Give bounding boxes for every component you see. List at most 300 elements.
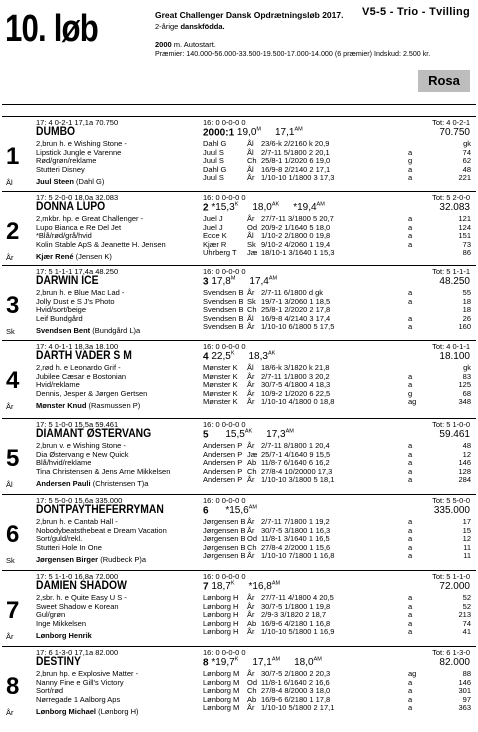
run-trainer: Mønster K	[203, 380, 238, 390]
odds-line	[203, 505, 257, 516]
run-start-type: g	[408, 388, 413, 398]
best-time: $18,3^{AK}$	[248, 351, 276, 363]
driver	[36, 252, 112, 261]
run-track: Od	[247, 677, 258, 687]
horse-info-line: Dia Østervang e New Quick	[36, 449, 129, 459]
horse-entry	[0, 646, 478, 720]
horse-info-line: 2,brun h. e Blue Mac Lad -	[36, 288, 125, 297]
prev-season-stats: 16: 0 0-0-0 0	[203, 572, 246, 581]
home-track: År	[6, 253, 14, 262]
run-odds: 97	[462, 694, 471, 704]
run-track: Ab	[247, 694, 257, 704]
run-odds: 48	[462, 164, 471, 174]
season-stats: 17: 5 1-0-0 15,5a 59.461	[36, 420, 119, 429]
odds-line	[203, 657, 322, 668]
run-start-type: a	[408, 694, 413, 704]
run-trainer: Juul S	[203, 147, 224, 157]
best-time: $17,4^{AM}$	[249, 276, 278, 288]
record-time: $18,7^K$	[211, 581, 235, 593]
run-details: 1/10-10 4/1800 0 18,8	[261, 397, 335, 407]
horse-info-line: Stutteri Disney	[36, 164, 85, 174]
horse-info-line: Nobodybeatsthebeat e Dream Vacation	[36, 525, 167, 535]
total-earnings: 32.083	[439, 202, 470, 213]
horse-name: DONTPAYTHEFERRYMAN	[36, 504, 164, 516]
run-details: 30/7-5 1/1800 1 19,8	[261, 601, 331, 611]
race-distance	[155, 40, 216, 49]
prev-season-stats: 16: 0 0-0-0 0	[203, 267, 246, 276]
season-stats: 17: 5 1-1-1 17,4a 48.250	[36, 267, 119, 276]
run-details: 11/8-1 6/1640 2 16,6	[261, 677, 330, 687]
run-details: 16/9-6 4/2180 1 16,8	[261, 618, 331, 628]
run-odds: 124	[458, 222, 471, 232]
run-track: År	[247, 669, 255, 678]
run-odds: 125	[458, 380, 471, 390]
run-start-type: a	[408, 466, 413, 476]
run-odds: 363	[458, 703, 471, 713]
run-trainer: Mønster K	[203, 388, 238, 398]
horse-info-line: 2,brun h. e Wishing Stone -	[36, 139, 127, 148]
driver-trainer: (Christensen T)a	[92, 478, 149, 488]
run-odds: gk	[463, 363, 471, 372]
run-trainer: Svendsen B	[203, 296, 244, 306]
horse-info-line: Dennis, Jesper & Jørgen Gertsen	[36, 388, 148, 398]
odds-line	[203, 202, 325, 213]
horse-name: DIAMANT ØSTERVANG	[36, 428, 152, 440]
run-trainer: Juel J	[203, 222, 223, 232]
run-details: 18/10-1 3/1640 1 15,3	[261, 248, 335, 258]
season-stats: 17: 4 0-2-1 17,1a 70.750	[36, 118, 119, 127]
season-stats: 17: 6 1-3-0 17,1a 82.000	[36, 648, 119, 657]
run-details: 27/8-4 2/2000 1 15,6	[261, 542, 331, 552]
run-start-type: a	[408, 677, 413, 687]
run-start-type: a	[408, 534, 413, 544]
total-stats: Tot: 4 0-1-1	[432, 342, 470, 351]
run-details: 18/6-k 3/1820 k 21,8	[261, 363, 330, 372]
run-trainer: Kjær R	[203, 239, 227, 249]
horse-info-line: Hvid/reklame	[36, 380, 80, 390]
horse-info-line: 2,mkbr. hp. e Great Challenger -	[36, 214, 144, 223]
run-track: År	[247, 525, 255, 535]
horse-info	[36, 364, 147, 398]
run-track: Od	[247, 222, 258, 232]
run-details: 1/10-2 2/1800 0 19,8	[261, 231, 331, 241]
prev-season-stats: 16: 0 0-0-0 0	[203, 648, 246, 657]
post-position: 4	[203, 351, 209, 363]
horse-divider	[2, 646, 476, 647]
run-odds: 301	[458, 686, 471, 696]
run-trainer: Andersen P	[203, 441, 243, 450]
run-start-type: a	[408, 147, 413, 157]
run-start-type: a	[408, 164, 413, 174]
run-track: Ch	[247, 305, 257, 315]
run-trainer: Juel J	[203, 214, 223, 223]
run-details: 30/7-5 3/1800 1 16,3	[261, 525, 331, 535]
horse-info	[36, 215, 166, 249]
race-title: Great Challenger Dansk Opdrætningsløb 2017.	[155, 10, 344, 20]
eligibility-age: 2-årige	[155, 22, 179, 31]
run-start-type: a	[408, 380, 413, 390]
horse-name: DESTINY	[36, 656, 81, 668]
driver	[36, 479, 148, 488]
horse-info-line: Leif Bundgård	[36, 313, 83, 323]
run-trainer: Jørgensen B	[203, 534, 246, 544]
horse-info-line: Nanny Fine e Gill's Victory	[36, 677, 124, 687]
run-odds: 52	[462, 601, 471, 611]
driver-name: Lønborg Michael	[36, 706, 96, 716]
run-trainer: Lønborg H	[203, 618, 239, 628]
run-start-type: a	[408, 686, 413, 696]
driver-name: Lønborg Henrik	[36, 630, 92, 640]
run-details: 2/7-11 1/1800 3 20,2	[261, 371, 330, 381]
run-trainer: Jørgensen B	[203, 517, 246, 526]
run-trainer: Mønster K	[203, 363, 238, 372]
total-stats: Tot: 5 2-0-0	[432, 193, 470, 202]
odds-line	[203, 127, 303, 138]
best-time: $17,1^{AM}$	[252, 657, 281, 669]
start-number: 3	[6, 292, 20, 319]
horse-info-line: Sweet Shadow e Korean	[36, 601, 119, 611]
run-track: År	[247, 551, 255, 561]
horse-entry	[0, 265, 478, 339]
run-odds: 55	[462, 288, 471, 297]
horse-info-line: Jubilee Cæsar e Bostonian	[36, 371, 127, 381]
run-trainer: Andersen P	[203, 466, 243, 476]
horse-info-line: Lupo Bianca e Re Del Jet	[36, 222, 122, 232]
horse-entry	[0, 418, 478, 492]
season-stats: 17: 5 1-1-0 16,8a 72.000	[36, 572, 119, 581]
horse-info-line: 2,brun v. e Wishing Stone -	[36, 441, 126, 450]
header-divider	[2, 104, 476, 105]
run-details: 27/8-4 8/2000 3 18,0	[261, 686, 331, 696]
run-track: Ål	[247, 231, 254, 241]
total-stats: Tot: 5 1-1-0	[432, 572, 470, 581]
run-track: År	[247, 288, 255, 297]
horse-divider	[2, 418, 476, 419]
run-start-type: a	[408, 313, 413, 323]
horse-info	[36, 140, 127, 174]
run-odds: 62	[462, 156, 471, 166]
total-stats: Tot: 4 0-2-1	[432, 118, 470, 127]
season-stats: 17: 5 5-0-0 15,6a 335.000	[36, 496, 123, 505]
run-start-type: a	[408, 618, 413, 628]
run-trainer: Lønborg M	[203, 694, 240, 704]
run-odds: 11	[463, 542, 471, 552]
run-details: 19/7-1 3/2060 1 18,5	[261, 296, 331, 306]
start-number: 5	[6, 445, 20, 472]
run-trainer: Andersen P	[203, 475, 243, 485]
run-odds: gk	[463, 139, 471, 148]
driver	[36, 707, 139, 716]
run-start-type: ag	[408, 397, 417, 407]
run-details: 1/10-10 5/1800 1 16,9	[261, 627, 335, 637]
run-track: Od	[247, 534, 258, 544]
distance-rest: m. Autostart.	[173, 40, 216, 49]
season-stats: 17: 5 2-0-0 18,0a 32.083	[36, 193, 119, 202]
run-start-type: a	[408, 703, 413, 713]
run-track: Sk	[247, 296, 256, 306]
record-time: $19,0^M$	[236, 127, 261, 139]
run-trainer: Andersen P	[203, 458, 243, 468]
horse-name: DARTH VADER S M	[36, 350, 132, 362]
total-earnings: 335.000	[433, 505, 470, 516]
driver-name: Mønster Knud	[36, 400, 87, 410]
driver-trainer: (Rudbeck P)a	[100, 554, 147, 564]
run-trainer: Andersen P	[203, 449, 243, 459]
run-odds: 12	[462, 534, 471, 544]
horse-entry	[0, 191, 478, 265]
horse-divider	[2, 570, 476, 571]
run-trainer: Uhrberg T	[203, 248, 237, 258]
home-track: Sk	[6, 327, 15, 336]
best-time: $18,0^{AK}$	[252, 202, 280, 214]
total-stats: Tot: 5 5-0-0	[432, 496, 470, 505]
run-details: 1/10-10 7/1800 1 16,8	[261, 551, 335, 561]
run-track: Jæ	[247, 449, 258, 459]
run-trainer: Dahl G	[203, 164, 227, 174]
run-track: År	[247, 601, 255, 611]
run-odds: 213	[458, 610, 471, 620]
run-track: Ål	[247, 313, 254, 323]
run-start-type: a	[408, 458, 413, 468]
run-trainer: Dahl G	[203, 139, 227, 148]
run-track: År	[247, 517, 255, 526]
best-time: $*16,8^{AM}$	[248, 581, 281, 593]
start-number: 6	[6, 521, 20, 548]
run-start-type: a	[408, 593, 413, 602]
distance-value: 2000	[155, 40, 172, 49]
prev-season-stats: 16: 0 0-0-0 0	[203, 496, 246, 505]
horse-divider	[2, 265, 476, 266]
run-details: 2/7-11 8/1800 1 20,4	[261, 441, 330, 450]
run-details: 25/8-1 2/2020 2 17,8	[261, 305, 331, 315]
post-position: 2000:1	[203, 127, 235, 139]
driver	[36, 177, 104, 186]
driver-trainer: (Dahl G)	[76, 176, 105, 186]
run-start-type: a	[408, 449, 413, 459]
run-odds: 74	[462, 618, 471, 628]
horse-info	[36, 670, 138, 704]
run-details: 16/9-8 2/2140 2 17,1	[261, 164, 331, 174]
run-details: 27/7-11 3/1800 5 20,7	[261, 214, 334, 223]
run-details: 11/8-1 3/1640 1 16,5	[261, 534, 330, 544]
run-track: Ch	[247, 156, 257, 166]
run-track: År	[247, 214, 255, 223]
run-details: 2/7-11 7/1800 1 19,2	[261, 517, 330, 526]
run-details: 1/10-10 5/1800 2 17,1	[261, 703, 335, 713]
total-stats: Tot: 6 1-3-0	[432, 648, 470, 657]
driver-trainer: (Rasmussen P)	[88, 400, 141, 410]
run-trainer: Juul S	[203, 173, 224, 183]
run-odds: 11	[463, 551, 471, 561]
driver	[36, 555, 146, 564]
run-track: År	[247, 703, 255, 713]
run-start-type: a	[408, 214, 413, 223]
horse-info-line: Stutteri Hole In One	[36, 542, 102, 552]
horse-info-line: Gul/grøn	[36, 610, 66, 620]
run-trainer: Lønborg H	[203, 610, 239, 620]
prev-season-stats: 16: 0 0-0-0 0	[203, 342, 246, 351]
horse-info-line: Blå/hvid/reklame	[36, 458, 92, 468]
total-earnings: 59.461	[439, 429, 470, 440]
driver-trainer: (Bundgård L)a	[92, 325, 141, 335]
run-odds: 74	[462, 147, 471, 157]
run-details: 23/6-k 2/2160 k 20,9	[261, 139, 330, 148]
run-details: 2/7-11 5/1800 2 20,1	[261, 147, 330, 157]
driver	[36, 326, 140, 335]
driver-name: Jørgensen Birger	[36, 554, 99, 564]
driver	[36, 401, 140, 410]
run-odds: 18	[462, 305, 471, 315]
odds-line	[203, 351, 275, 362]
horse-info	[36, 442, 170, 476]
horse-info-line: Hvid/sort/beige	[36, 305, 87, 315]
horse-info-line: 2,brun h. e Cantab Hall -	[36, 517, 118, 526]
horse-info-line: 2,rød h. e Leonardo Grif -	[36, 363, 121, 372]
run-details: 30/7-5 4/1800 4 18,3	[261, 380, 331, 390]
run-track: Sk	[247, 239, 256, 249]
run-odds: 128	[458, 466, 471, 476]
run-trainer: Juul S	[203, 156, 224, 166]
run-start-type: a	[408, 173, 413, 183]
run-track: Ål	[247, 147, 254, 157]
run-trainer: Svendsen B	[203, 305, 244, 315]
run-start-type: a	[408, 475, 413, 485]
post-position: 2	[203, 202, 209, 214]
post-position: 3	[203, 276, 209, 288]
horse-info	[36, 289, 124, 323]
run-details: 11/8-7 6/1640 6 16,2	[261, 458, 330, 468]
run-track: År	[247, 397, 255, 407]
driver-name: Kjær René	[36, 251, 74, 261]
post-position: 5	[203, 429, 209, 441]
run-trainer: Lønborg H	[203, 627, 239, 637]
horse-entry	[0, 340, 478, 414]
home-track: År	[6, 632, 14, 641]
run-trainer: Svendsen B	[203, 288, 244, 297]
odds-line	[203, 429, 294, 440]
run-trainer: Lønborg M	[203, 686, 240, 696]
run-start-type: a	[408, 551, 413, 561]
prev-season-stats: 16: 0 0-0-0 0	[203, 193, 246, 202]
run-track: År	[247, 173, 255, 183]
run-trainer: Lønborg M	[203, 669, 240, 678]
run-details: 10/9-2 1/2020 6 22,5	[261, 388, 331, 398]
run-start-type: a	[408, 296, 413, 306]
horse-name: DONNA LUPO	[36, 201, 106, 213]
run-track: Ål	[247, 363, 254, 372]
run-odds: 48	[462, 441, 471, 450]
run-track: År	[247, 441, 255, 450]
horse-info-line: Inge Mikkelsen	[36, 618, 87, 628]
run-track: Ch	[247, 542, 257, 552]
run-start-type: g	[408, 156, 413, 166]
run-track: Ål	[247, 164, 254, 174]
run-track: År	[247, 380, 255, 390]
driver	[36, 631, 92, 640]
run-start-type: a	[408, 371, 413, 381]
run-odds: 88	[462, 669, 471, 678]
run-odds: 18	[462, 296, 471, 306]
run-start-type: a	[408, 517, 413, 526]
run-trainer: Jørgensen B	[203, 551, 246, 561]
driver-name: Andersen Pauli	[36, 478, 91, 488]
horse-info	[36, 594, 127, 628]
run-odds: 146	[458, 458, 471, 468]
start-number: 2	[6, 218, 20, 245]
run-trainer: Mønster K	[203, 371, 238, 381]
total-earnings: 70.750	[439, 127, 470, 138]
driver-name: Juul Steen	[36, 176, 74, 186]
horse-info-line: 2,brun hp. e Explosive Matter -	[36, 669, 139, 678]
run-start-type: a	[408, 441, 413, 450]
horse-info	[36, 518, 167, 552]
run-odds: 86	[462, 248, 471, 258]
horse-info-line: Tina Christensen & Jens Arne Mikkelsen	[36, 466, 171, 476]
horse-info-line: *Blå/rød/grå/hvid	[36, 231, 92, 241]
run-track: Ch	[247, 466, 257, 476]
run-trainer: Lønborg H	[203, 601, 239, 611]
prev-season-stats: 16: 0 0-0-0 0	[203, 420, 246, 429]
run-start-type: a	[408, 222, 413, 232]
horse-name: DUMBO	[36, 126, 76, 138]
run-start-type: a	[408, 627, 413, 637]
horse-divider	[2, 494, 476, 495]
run-trainer: Jørgensen B	[203, 542, 246, 552]
run-details: 27/7-11 4/1800 4 20,5	[261, 593, 334, 602]
horse-divider	[2, 191, 476, 192]
best-time-2: $18,0^{AM}$	[294, 657, 322, 669]
post-position: 8	[203, 657, 209, 669]
run-details: 1/10-10 6/1800 5 17,5	[261, 322, 335, 332]
total-earnings: 82.000	[439, 657, 470, 668]
race-prizes: Præmier: 140.000-56.000-33.500-19.500-17.000-14.000 (6 præmier) Indskud: 2.500 kr.	[155, 49, 431, 58]
race-number: 10. løb	[5, 8, 98, 50]
horse-info-line: Sort/guld/rekl.	[36, 534, 83, 544]
color-badge: Rosa	[418, 70, 470, 92]
horse-info-line: 2,sbr. h. e Quite Easy U S -	[36, 593, 127, 602]
season-stats: 17: 4 0-1-1 18,3a 18.100	[36, 342, 119, 351]
run-odds: 12	[462, 449, 471, 459]
horse-info-line: Rød/grøn/reklame	[36, 156, 97, 166]
run-track: År	[247, 371, 255, 381]
run-start-type: a	[408, 525, 413, 535]
record-time: $22,5^K$	[211, 351, 235, 363]
run-start-type: a	[408, 231, 413, 241]
run-trainer: Svendsen B	[203, 313, 244, 323]
run-track: År	[247, 322, 255, 332]
run-trainer: Lønborg H	[203, 593, 239, 602]
run-odds: 146	[458, 677, 471, 687]
run-trainer: Lønborg M	[203, 703, 240, 713]
odds-line	[203, 581, 280, 592]
run-odds: 83	[462, 371, 471, 381]
run-start-type: a	[408, 239, 413, 249]
run-trainer: Jørgensen B	[203, 525, 246, 535]
run-track: Ab	[247, 618, 257, 628]
horse-divider	[2, 340, 476, 341]
horse-name: DARWIN ICE	[36, 275, 99, 287]
home-track: Sk	[6, 556, 15, 565]
run-details: 2/9-3 3/1820 2 18,7	[261, 610, 327, 620]
driver-name: Svendsen Bent	[36, 325, 91, 335]
run-odds: 52	[462, 593, 471, 602]
run-details: 2/7-11 6/1800 d gk	[261, 288, 323, 297]
driver-trainer: (Lønborg H)	[98, 706, 139, 716]
best-time: $15,5^{AK}$	[225, 429, 253, 441]
run-track: År	[247, 388, 255, 398]
run-odds: 26	[462, 313, 471, 323]
run-details: 9/10-2 4/2060 1 19,4	[261, 239, 331, 249]
